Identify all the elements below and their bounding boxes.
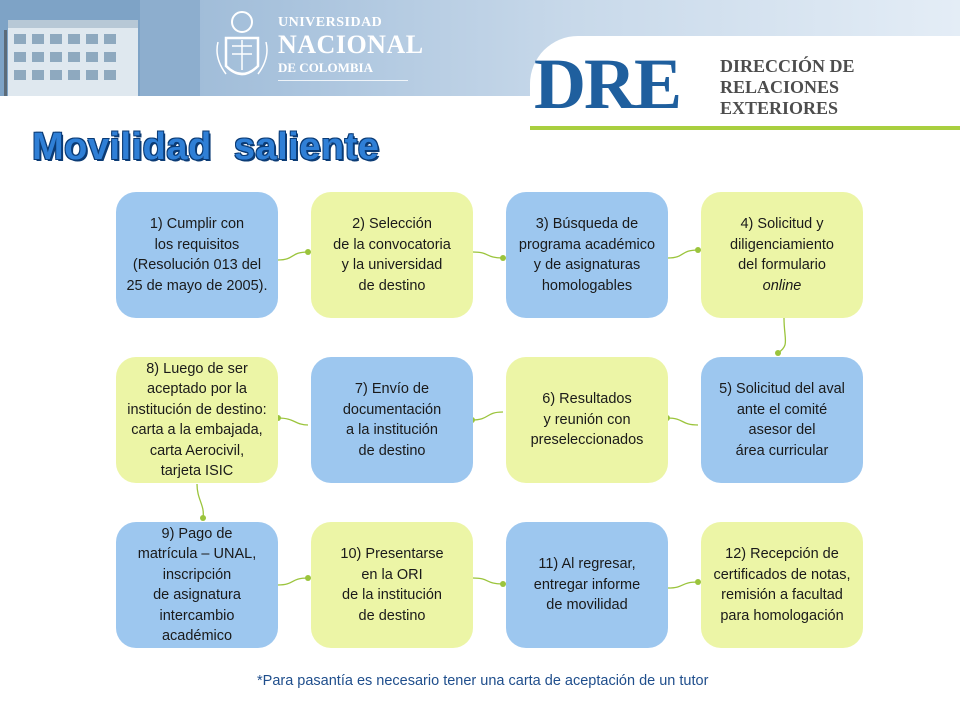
dre-logo: DRE bbox=[534, 44, 681, 124]
university-name bbox=[278, 16, 424, 74]
university-line2: NACIONAL bbox=[278, 30, 424, 59]
connector-11-12 bbox=[668, 582, 698, 588]
university-seal-icon bbox=[212, 8, 272, 88]
step-5-text: 5) Solicitud del aval ante el comité asesor del área curricular bbox=[719, 381, 845, 459]
step-4-box bbox=[701, 192, 863, 318]
page-title: Movilidad saliente bbox=[32, 126, 380, 168]
connector-5-6 bbox=[667, 418, 698, 425]
step-1-box bbox=[116, 192, 278, 318]
connector-10-11 bbox=[473, 578, 503, 584]
footnote: *Para pasantía es necesario tener una carta de aceptación de un tutor bbox=[257, 673, 709, 689]
step-2-box bbox=[311, 192, 473, 318]
step-9-box bbox=[116, 522, 278, 648]
step-12-box bbox=[701, 522, 863, 648]
dre-subtitle-line1: DIRECCIÓN DE bbox=[720, 56, 855, 76]
step-5-box bbox=[701, 357, 863, 483]
step-9-text: 9) Pago de matrícula – UNAL, inscripción de asignatura intercambio académico bbox=[137, 525, 257, 644]
step-7-box bbox=[311, 357, 473, 483]
connector-2-3 bbox=[473, 252, 503, 258]
step-11-text: 11) Al regresar, entregar informe de movilidad bbox=[533, 556, 641, 614]
dre-subtitle-line2: RELACIONES bbox=[720, 77, 840, 97]
step-4-content bbox=[730, 214, 834, 296]
step-12-text: 12) Recepción de certificados de notas, remisión a facultad para homologación bbox=[713, 546, 851, 624]
connector-9-10 bbox=[278, 578, 308, 585]
connector-3-4 bbox=[668, 250, 698, 258]
step-3-box bbox=[506, 192, 668, 318]
dre-accent-bar bbox=[530, 126, 960, 130]
step-8-box bbox=[116, 357, 278, 483]
connector-dot-8 bbox=[200, 515, 206, 521]
connector-4-5 bbox=[778, 318, 786, 353]
step-6-text: 6) Resultados y reunión con preseleccionados bbox=[530, 391, 644, 449]
university-line1: UNIVERSIDAD bbox=[278, 15, 383, 30]
step-7-text: 7) Envío de documentación a la institución de destino bbox=[342, 381, 442, 459]
step-4-italic: online bbox=[762, 277, 802, 294]
step-11-box bbox=[506, 522, 668, 648]
step-6-box bbox=[506, 357, 668, 483]
step-3-text: 3) Búsqueda de programa académico y de asignaturas homologables bbox=[518, 216, 656, 294]
step-10-text: 10) Presentarse en la ORI de la institución de destino bbox=[340, 546, 444, 624]
step-8-text: 8) Luego de ser aceptado por la institución de destino: carta a la embajada, carta Aerocivil, tarjeta ISIC bbox=[127, 360, 267, 479]
campus-building-image bbox=[0, 0, 200, 96]
connector-1-2 bbox=[278, 252, 308, 260]
step-10-box bbox=[311, 522, 473, 648]
connector-dot-4 bbox=[775, 350, 781, 356]
step-1-text: 1) Cumplir con los requisitos (Resolución 013 del 25 de mayo de 2005). bbox=[126, 216, 268, 294]
connector-7-8 bbox=[278, 418, 308, 425]
university-divider bbox=[278, 80, 408, 81]
step-2-text: 2) Selección de la convocatoria y la universidad de destino bbox=[333, 216, 451, 294]
step-4-text: 4) Solicitud y diligenciamiento del formulario bbox=[730, 216, 834, 273]
university-line3: DE COLOMBIA bbox=[278, 60, 373, 75]
connector-8-9 bbox=[197, 484, 203, 518]
dre-subtitle bbox=[720, 56, 855, 119]
connector-6-7 bbox=[472, 412, 503, 420]
dre-subtitle-line3: EXTERIORES bbox=[720, 98, 839, 118]
